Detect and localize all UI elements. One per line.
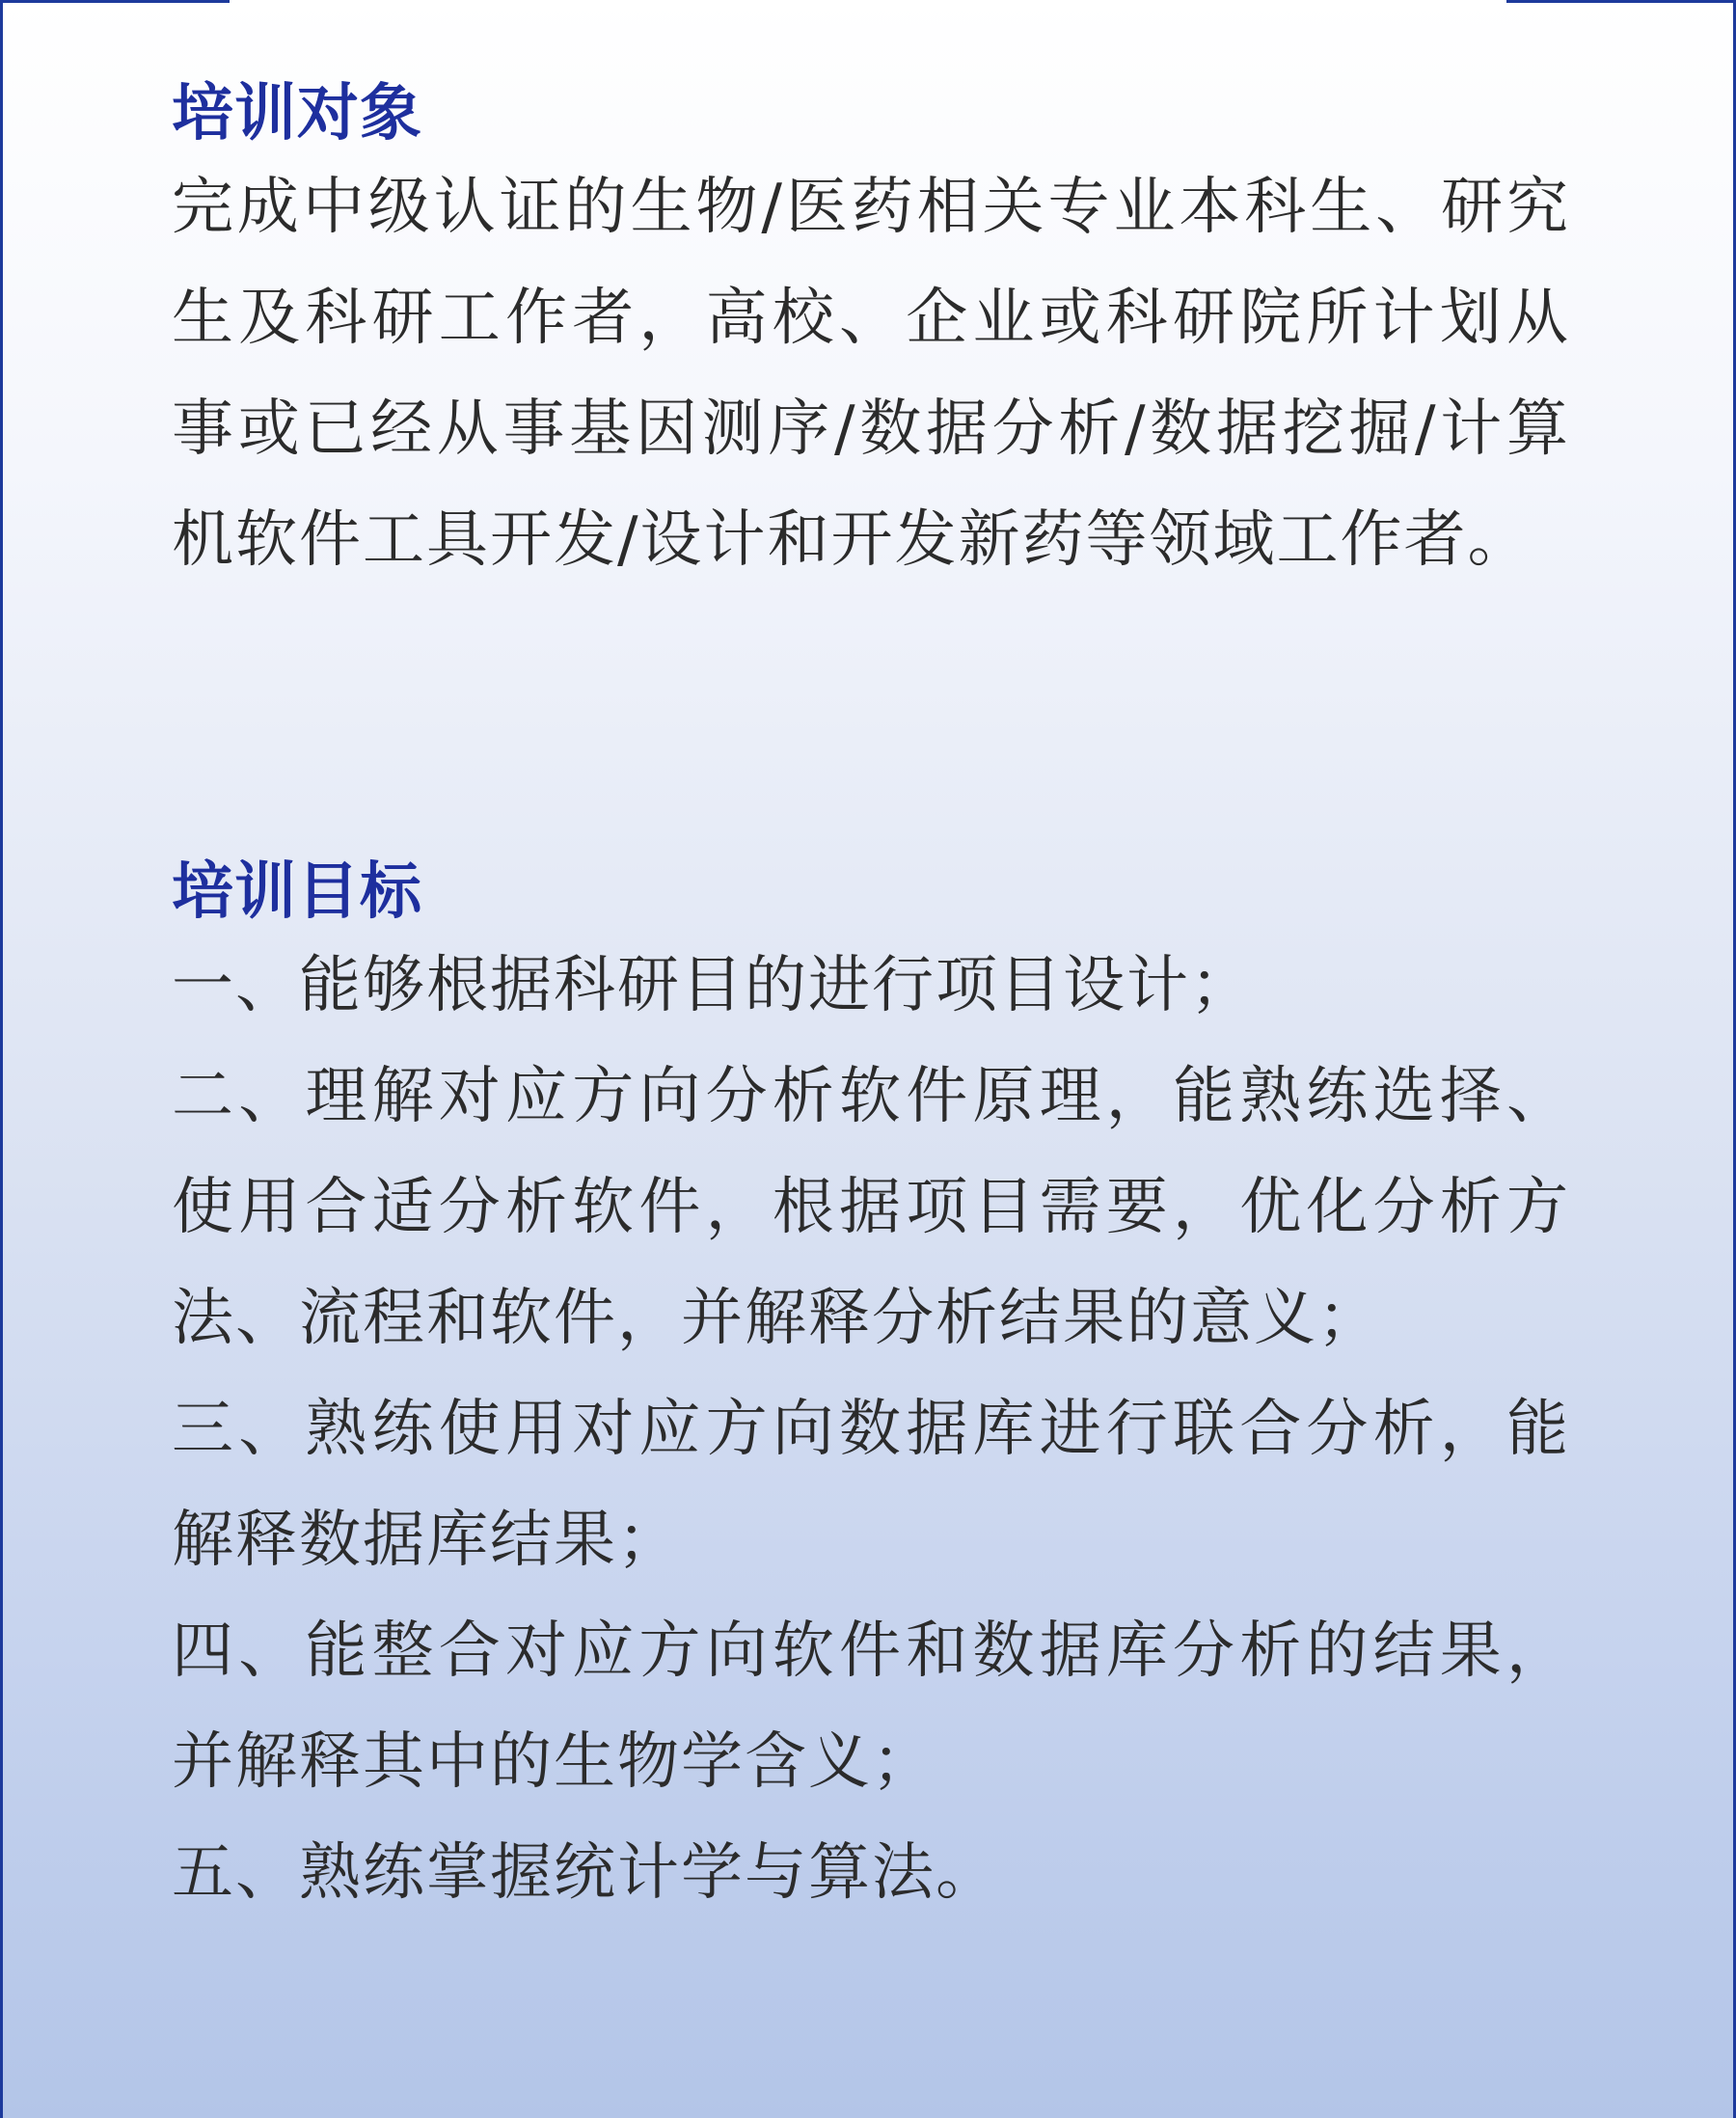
top-border-left — [3, 0, 230, 3]
training-goal-item-3: 三、熟练使用对应方向数据库进行联合分析，能解释数据库结果； — [172, 1394, 1570, 1576]
training-goal-item-2: 二、理解对应方向分析软件原理，能熟练选择、使用合适分析软件，根据项目需要，优化分析方法、流程和软件，并解释分析结果的意义； — [172, 1061, 1570, 1354]
top-border-right — [1506, 0, 1733, 3]
training-goal-item-4: 四、能整合对应方向软件和数据库分析的结果，并解释其中的生物学含义； — [172, 1616, 1570, 1798]
training-goals-title: 培训目标 — [172, 856, 422, 928]
training-goal-item-5: 五、熟练掌握统计学与算法。 — [172, 1837, 999, 1909]
training-goal-item-1: 一、能够根据科研目的进行项目设计； — [172, 950, 1254, 1021]
training-audience-section — [172, 75, 1570, 596]
training-goals-section — [172, 854, 1570, 1929]
training-audience-text: 完成中级认证的生物/医药相关专业本科生、研究生及科研工作者，高校、企业或科研院所计划从事或已经从事基因测序/数据分析/数据挖掘/计算机软件工具开发/设计和开发新药等领域工作者。 — [172, 172, 1570, 576]
training-audience-title: 培训对象 — [172, 78, 422, 149]
